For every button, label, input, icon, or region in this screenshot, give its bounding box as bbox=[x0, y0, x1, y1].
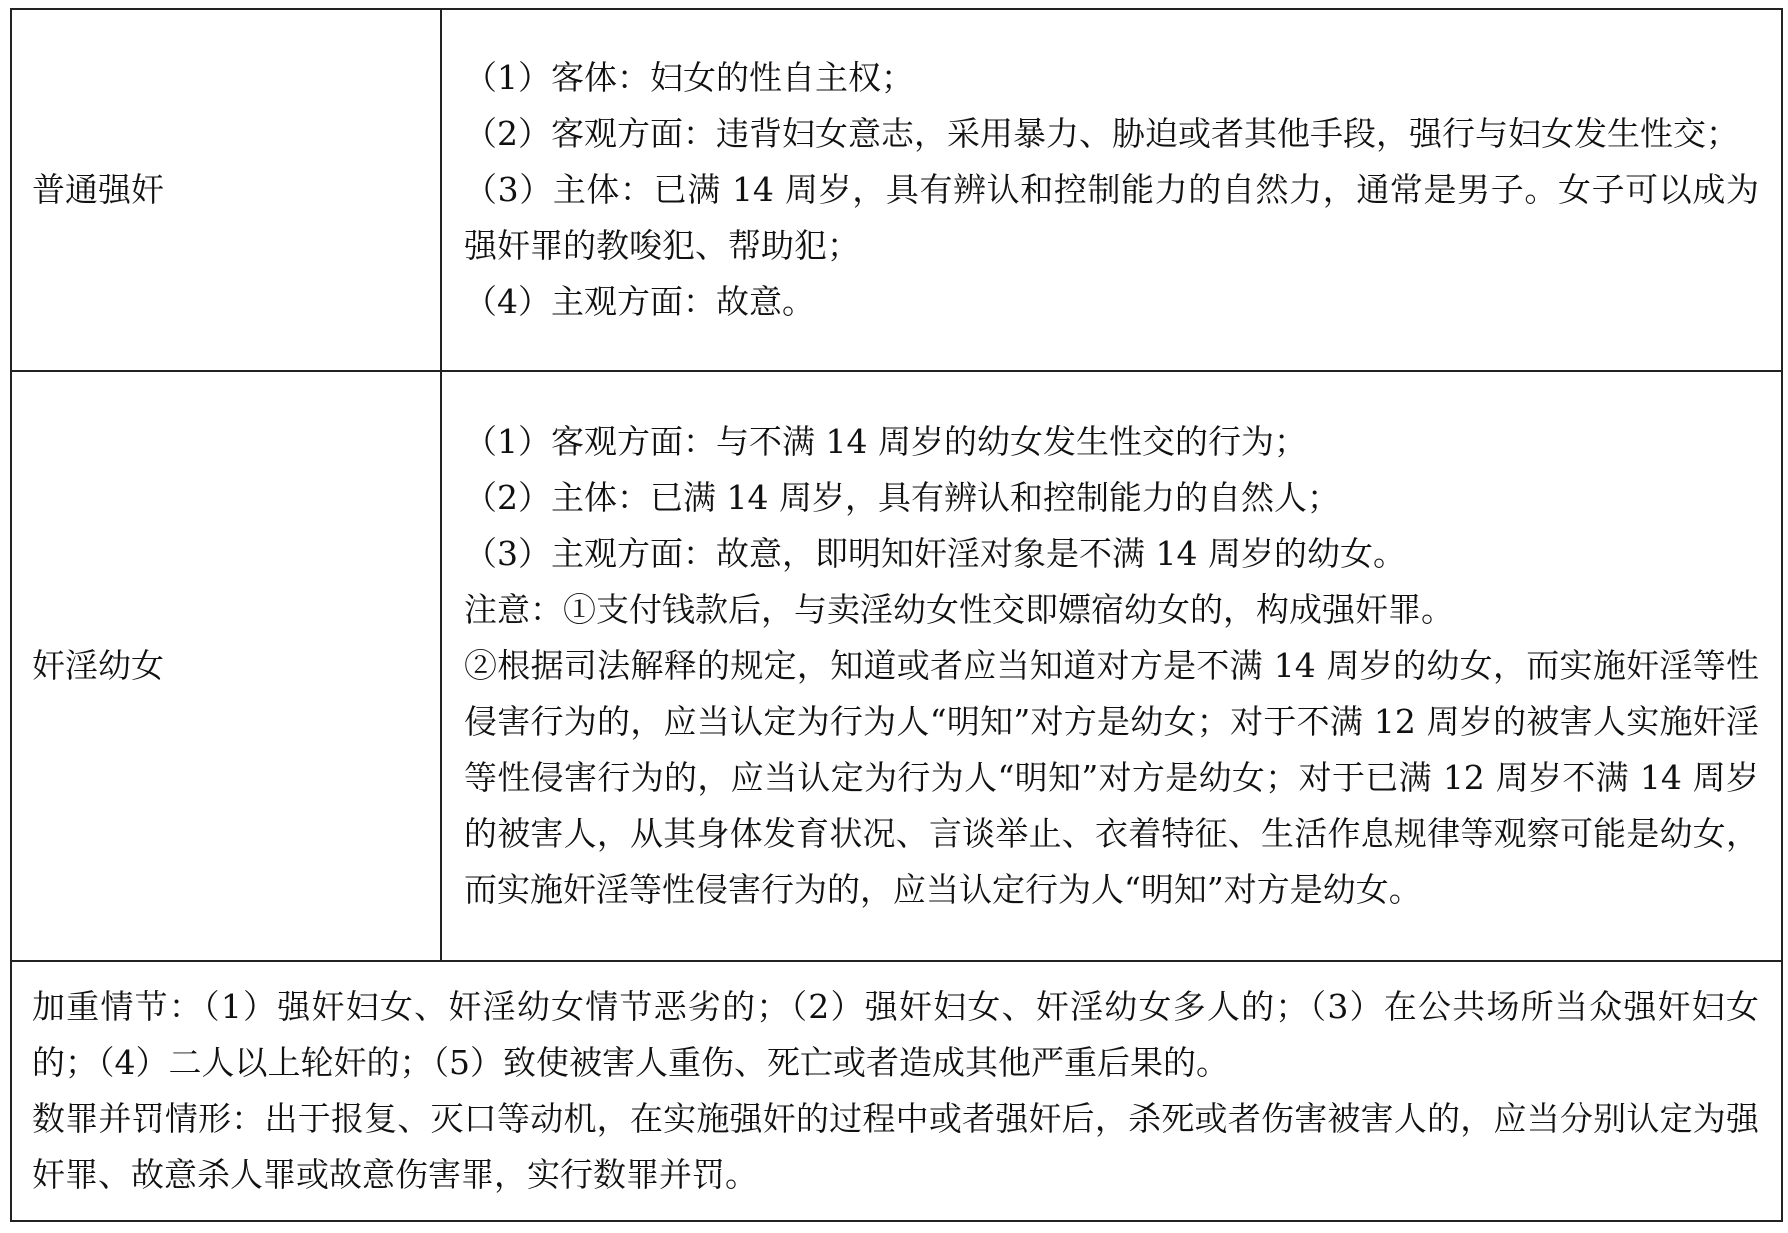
list-item: （3）主观方面：故意，即明知奸淫对象是不满 14 周岁的幼女。 bbox=[464, 534, 1406, 573]
row-content-cell bbox=[441, 9, 1782, 371]
row-label: 奸淫幼女 bbox=[32, 646, 164, 685]
table-row-ordinary-rape bbox=[11, 9, 1782, 371]
table-row-notes bbox=[11, 961, 1782, 1221]
aggravating-circumstances: 加重情节：（1）强奸妇女、奸淫幼女情节恶劣的；（2）强奸妇女、奸淫幼女多人的；（3）在公共场所当众强奸妇女的；（4）二人以上轮奸的；（5）致使被害人重伤、死亡或者造成其他严重后果的。 bbox=[32, 987, 1759, 1082]
list-item: （4）主观方面：故意。 bbox=[464, 282, 815, 321]
table-row-statutory-rape bbox=[11, 371, 1782, 961]
row-label-cell bbox=[11, 371, 441, 961]
list-item: （1）客观方面：与不满 14 周岁的幼女发生性交的行为； bbox=[464, 422, 1307, 461]
list-item: 注意：①支付钱款后，与卖淫幼女性交即嫖宿幼女的，构成强奸罪。 bbox=[464, 590, 1454, 629]
list-item: （3）主体：已满 14 周岁，具有辨认和控制能力的自然力，通常是男子。女子可以成为强奸罪的教唆犯、帮助犯； bbox=[464, 170, 1759, 265]
row-label: 普通强奸 bbox=[32, 170, 164, 209]
list-item: （2）主体：已满 14 周岁，具有辨认和控制能力的自然人； bbox=[464, 478, 1340, 517]
row-content-cell bbox=[441, 371, 1782, 961]
notes-cell bbox=[11, 961, 1782, 1221]
offense-table bbox=[10, 8, 1783, 1222]
list-item: ②根据司法解释的规定，知道或者应当知道对方是不满 14 周岁的幼女，而实施奸淫等性侵害行为的，应当认定为行为人“明知”对方是幼女；对于不满 12 周岁的被害人实施奸淫等性侵害行为的，应当认定为行为人“明知”对方是幼女；对于已满 12 周岁不满 14 周岁的被害人，从其身体发育状况、言谈举止、衣着特征、生活作息规律等观察可能是幼女，而实施奸淫等性侵害行为的，应当认定行为人“明知”对方是幼女。 bbox=[464, 646, 1759, 909]
concurrent-punishment: 数罪并罚情形：出于报复、灭口等动机，在实施强奸的过程中或者强奸后，杀死或者伤害被害人的，应当分别认定为强奸罪、故意杀人罪或故意伤害罪，实行数罪并罚。 bbox=[32, 1099, 1759, 1194]
list-item: （1）客体：妇女的性自主权； bbox=[464, 58, 914, 97]
row-label-cell bbox=[11, 9, 441, 371]
list-item: （2）客观方面：违背妇女意志，采用暴力、胁迫或者其他手段，强行与妇女发生性交； bbox=[464, 114, 1739, 153]
